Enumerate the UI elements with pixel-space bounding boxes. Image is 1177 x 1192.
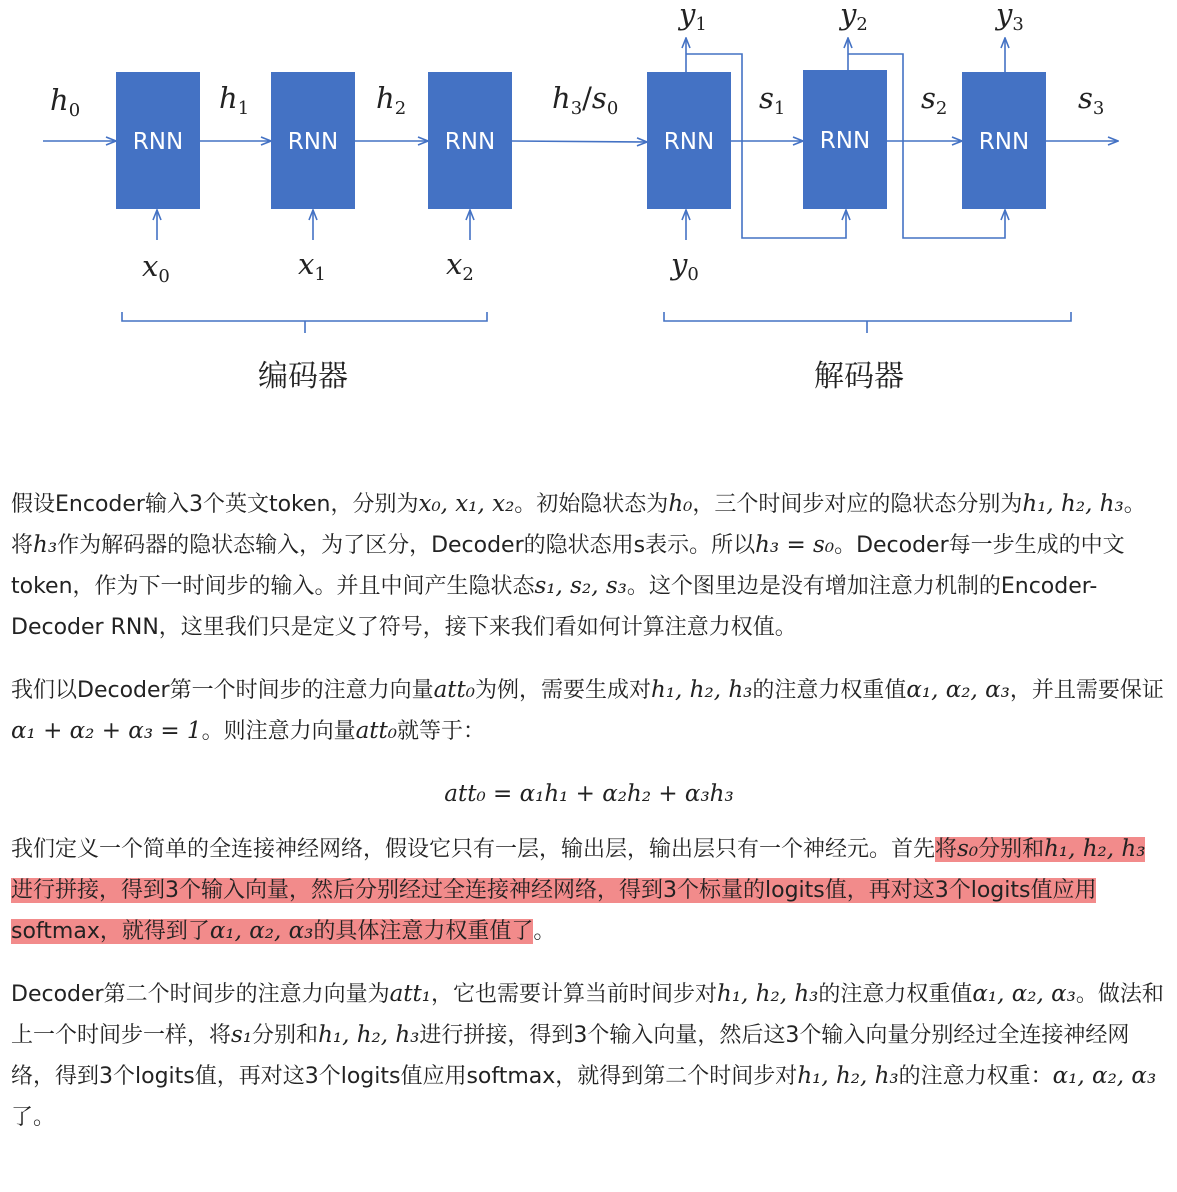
svg-text:RNN: RNN <box>819 128 871 154</box>
paragraph-4: Decoder第二个时间步的注意力向量为att₁，它也需要计算当前时间步对h₁, h₂, h₃的注意力权重值α₁, α₂, α₃。做法和上一个时间步一样，将s₁分别和h₁, h₂, h₃进行拼接，得到3个输入向量，然后这3个输入向量分别经过全连接神经网络，得到3个logits值，再对这3个logits值应用softmax，就得到第二个时间步对h₁, h₂, h₃的注意力权重：α₁, α₂, α₃了。 <box>11 981 1164 1130</box>
article-body <box>11 484 1167 1160</box>
encoder-brace <box>122 312 487 333</box>
encoder-decoder-diagram <box>0 0 1177 420</box>
svg-text:RNN: RNN <box>978 129 1030 155</box>
math-alpha-sum: α₁ + α₂ + α₃ = 1 <box>11 718 202 744</box>
label-h1: $h_1$ <box>219 81 250 119</box>
label-x0: $x_0$ <box>142 249 170 287</box>
math-h3: h₃ <box>33 532 58 558</box>
label-x2: $x_2$ <box>446 247 474 285</box>
label-y3: $y_3$ <box>996 0 1024 35</box>
label-h3-s0: $h_3/s_0$ <box>552 81 619 119</box>
svg-text:RNN: RNN <box>444 129 496 155</box>
math-att0: att₀ <box>433 677 475 703</box>
math-h0: h₀ <box>668 491 693 517</box>
label-s1: $s_1$ <box>759 81 786 119</box>
math-h-states: h₁, h₂, h₃ <box>1022 491 1124 517</box>
math-h3-eq-s0: h₃ = s₀ <box>755 532 835 558</box>
label-x1: $x_1$ <box>298 247 326 285</box>
decoder-brace <box>664 312 1071 333</box>
rnn-cell-decoder-2 <box>803 70 887 209</box>
label-y1: $y_1$ <box>679 0 707 35</box>
label-s2: $s_2$ <box>921 81 948 119</box>
rnn-cell-decoder-1 <box>647 72 731 209</box>
arrow-h3-s0 <box>512 141 647 142</box>
label-y0: $y_0$ <box>671 247 699 285</box>
label-h0: $h_0$ <box>50 83 81 121</box>
paragraph-1: 假设Encoder输入3个英文token，分别为x₀, x₁, x₂。初始隐状态为h₀，三个时间步对应的隐状态分别为h₁, h₂, h₃。将h₃作为解码器的隐状态输入，为了区分，Decoder的隐状态用s表示。所以h₃ = s₀。Decoder每一步生成的中文token，作为下一时间步的输入。并且中间产生隐状态s₁, s₂, s₃。这个图里边是没有增加注意力机制的Encoder-Decoder RNN，这里我们只是定义了符号，接下来我们看如何计算注意力权值。 <box>11 491 1146 640</box>
encoder-label: 编码器 <box>258 359 348 394</box>
decoder-label: 解码器 <box>814 359 904 394</box>
svg-text:RNN: RNN <box>663 129 715 155</box>
paragraph-3: 我们定义一个简单的全连接神经网络，假设它只有一层，输出层，输出层只有一个神经元。首先将s₀分别和h₁, h₂, h₃进行拼接，得到3个输入向量，然后分别经过全连接神经网络，得到3个标量的logits值，再对这3个logits值应用softmax，就得到了α₁, α₂, α₃的具体注意力权重值了。 <box>11 836 1146 944</box>
rnn-cell-encoder-3 <box>428 72 512 209</box>
label-y2: $y_2$ <box>840 0 868 35</box>
label-h2: $h_2$ <box>376 81 407 119</box>
math-att1: att₁ <box>389 981 431 1007</box>
math-att0: att₀ <box>355 718 398 744</box>
rnn-cell-encoder-2 <box>271 72 355 209</box>
math-x-inputs: x₀, x₁, x₂ <box>418 491 515 517</box>
highlighted-text: 将s₀分别和h₁, h₂, h₃进行拼接，得到3个输入向量，然后分别经过全连接神经网络，得到3个标量的logits值，再对这3个logits值应用softmax，就得到了α₁, α₂, α₃的具体注意力权重值了 <box>11 836 1146 944</box>
label-s3: $s_3$ <box>1078 81 1105 119</box>
math-h-states: h₁, h₂, h₃ <box>651 677 753 703</box>
paragraph-2: 我们以Decoder第一个时间步的注意力向量att₀为例，需要生成对h₁, h₂, h₃的注意力权重值α₁, α₂, α₃，并且需要保证α₁ + α₂ + α₃ = 1。则注意力向量att₀就等于： <box>11 677 1164 744</box>
svg-text:RNN: RNN <box>287 129 339 155</box>
math-alphas: α₁, α₂, α₃ <box>906 677 1010 703</box>
math-s-states: s₁, s₂, s₃ <box>534 573 627 599</box>
attention-equation: att₀ = α₁h₁ + α₂h₂ + α₃h₃ <box>444 781 734 807</box>
svg-text:RNN: RNN <box>132 129 184 155</box>
rnn-cell-encoder-1 <box>116 72 200 209</box>
rnn-cell-decoder-3 <box>962 72 1046 209</box>
